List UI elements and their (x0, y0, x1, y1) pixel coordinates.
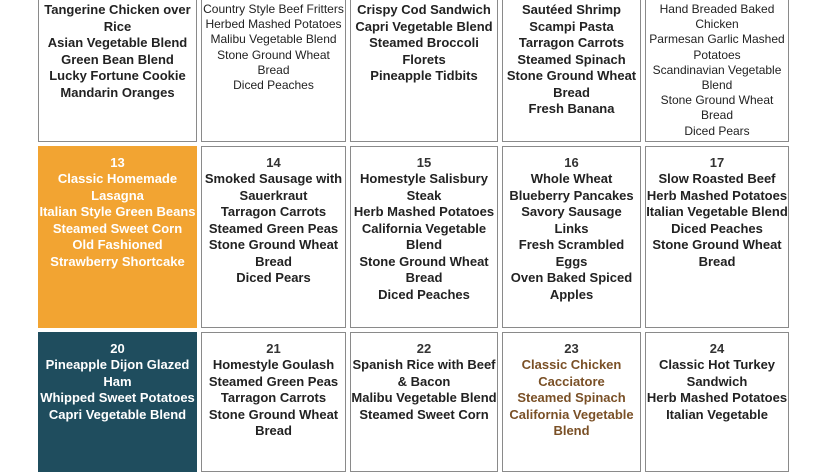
menu-item: Classic Hot Turkey Sandwich (658, 357, 776, 389)
menu-list (646, 171, 788, 270)
menu-item: Diced Peaches (671, 220, 763, 236)
menu-item: Steamed Sweet Corn (52, 220, 183, 236)
menu-list (503, 2, 640, 118)
menu-item: Steamed Spinach (517, 390, 626, 405)
calendar-cell-day-22 (350, 332, 498, 472)
menu-item: Parmesan Garlic Mashed Potatoes (649, 32, 785, 62)
calendar-cell-thu-week1 (502, 0, 641, 142)
menu-item: Green Bean Blend (61, 51, 174, 67)
menu-item: Stone Ground Wheat Bread (208, 237, 339, 269)
menu-item: Tarragon Carrots (220, 390, 327, 405)
menu-item: Tarragon Carrots (518, 35, 625, 50)
day-number: 24 (709, 341, 725, 356)
calendar-cell-day-14 (201, 146, 346, 328)
menu-calendar-grid (38, 0, 789, 472)
menu-item: Slow Roasted Beef (658, 171, 776, 186)
menu-item: Malibu Vegetable Blend (210, 32, 337, 47)
menu-item: Fresh Scrambled Eggs (518, 237, 625, 269)
calendar-cell-day-15 (350, 146, 498, 328)
menu-list (351, 357, 497, 423)
menu-item: Crispy Cod Sandwich (357, 2, 491, 17)
menu-item: Herbed Mashed Potatoes (205, 17, 342, 32)
menu-item: Steamed Green Peas (208, 373, 339, 389)
menu-list (503, 357, 640, 440)
day-number: 20 (110, 341, 125, 356)
menu-item: Stone Ground Wheat Bread (217, 47, 330, 77)
menu-item: Stone Ground Wheat Bread (506, 68, 637, 100)
menu-item: Classic Chicken Cacciatore (521, 357, 622, 389)
menu-item: Herb Mashed Potatoes (646, 187, 788, 203)
menu-item: Herb Mashed Potatoes (646, 390, 788, 405)
menu-item: Mandarin Oranges (60, 84, 175, 100)
menu-item: Steamed Broccoli Florets (369, 35, 479, 67)
menu-item: Hand Breaded Baked Chicken (659, 2, 775, 32)
menu-item: Stone Ground Wheat Bread (208, 406, 339, 438)
day-number: 14 (266, 155, 281, 170)
menu-item: Steamed Sweet Corn (359, 406, 489, 422)
menu-item: Whole Wheat Blueberry Pancakes (509, 171, 634, 203)
calendar-cell-day-20 (38, 332, 197, 472)
menu-item: Italian Vegetable Blend (646, 204, 788, 219)
day-number: 17 (709, 155, 725, 170)
menu-item: Capri Vegetable Blend (48, 406, 187, 422)
menu-item: Tarragon Carrots (220, 204, 327, 219)
day-number: 13 (110, 155, 125, 170)
menu-list (202, 357, 345, 440)
menu-item: Spanish Rice with Beef & Bacon (352, 357, 496, 389)
menu-list (39, 2, 196, 101)
menu-item: Homestyle Goulash (212, 357, 335, 372)
menu-list (646, 357, 788, 423)
menu-list (503, 171, 640, 303)
menu-item: Classic Homemade Lasagna (57, 171, 178, 203)
menu-item: Tangerine Chicken over Rice (44, 2, 191, 34)
menu-item: Old Fashioned Strawberry Shortcake (50, 237, 185, 269)
menu-item: Scandinavian Vegetable Blend (652, 62, 782, 93)
menu-item: Stone Ground Wheat Bread (660, 93, 774, 123)
menu-item: Italian Style Green Beans (39, 204, 196, 219)
menu-item: Diced Peaches (233, 78, 314, 93)
menu-item: California Vegetable Blend (361, 220, 487, 252)
menu-item: Stone Ground Wheat Bread (652, 237, 782, 269)
calendar-cell-day-21 (201, 332, 346, 472)
menu-list (646, 2, 788, 139)
menu-list (39, 171, 196, 270)
menu-item: Smoked Sausage with Sauerkraut (204, 171, 343, 203)
calendar-cell-day-24 (645, 332, 789, 472)
menu-item: Malibu Vegetable Blend (351, 390, 497, 405)
menu-item: Fresh Banana (528, 101, 615, 116)
menu-list (39, 357, 196, 423)
calendar-cell-mon-week1 (38, 0, 197, 142)
menu-item: Steamed Green Peas (208, 220, 339, 236)
menu-item: Homestyle Salisbury Steak (360, 171, 488, 203)
menu-list (202, 2, 345, 93)
menu-item: Asian Vegetable Blend (47, 35, 188, 50)
calendar-cell-day-16 (502, 146, 641, 328)
calendar-cell-day-13 (38, 146, 197, 328)
calendar-cell-wed-week1 (350, 0, 498, 142)
menu-list (351, 2, 497, 85)
day-number: 21 (266, 341, 281, 356)
menu-item: Herb Mashed Potatoes (353, 204, 495, 219)
menu-item: Lucky Fortune Cookie (49, 68, 186, 83)
menu-item: Country Style Beef Fritters (203, 2, 344, 16)
menu-item: Capri Vegetable Blend (355, 18, 493, 34)
menu-item: Steamed Spinach (517, 51, 626, 67)
calendar-cell-day-23 (502, 332, 641, 472)
menu-list (202, 171, 345, 287)
menu-list (351, 171, 497, 303)
menu-item: Oven Baked Spiced Apples (510, 270, 633, 302)
menu-item: Diced Pears (684, 123, 750, 138)
menu-item: Diced Peaches (378, 286, 470, 302)
menu-item: Diced Pears (236, 270, 311, 285)
day-number: 22 (416, 341, 432, 356)
menu-item: Pineapple Tidbits (370, 68, 478, 83)
menu-item: Stone Ground Wheat Bread (359, 253, 489, 285)
calendar-cell-tue-week1 (201, 0, 346, 142)
menu-item: Whipped Sweet Potatoes (40, 390, 195, 405)
calendar-cell-fri-week1 (645, 0, 789, 142)
menu-item: Scampi Pasta (529, 18, 614, 34)
menu-item: Italian Vegetable (666, 406, 768, 422)
menu-item: Savory Sausage Links (521, 204, 622, 236)
day-number: 16 (564, 155, 579, 170)
day-number: 23 (564, 341, 579, 356)
day-number: 15 (416, 155, 432, 170)
menu-item: Sautéed Shrimp (522, 2, 621, 17)
menu-item: Pineapple Dijon Glazed Ham (45, 357, 190, 389)
menu-item: California Vegetable Blend (509, 406, 634, 438)
calendar-cell-day-17 (645, 146, 789, 328)
